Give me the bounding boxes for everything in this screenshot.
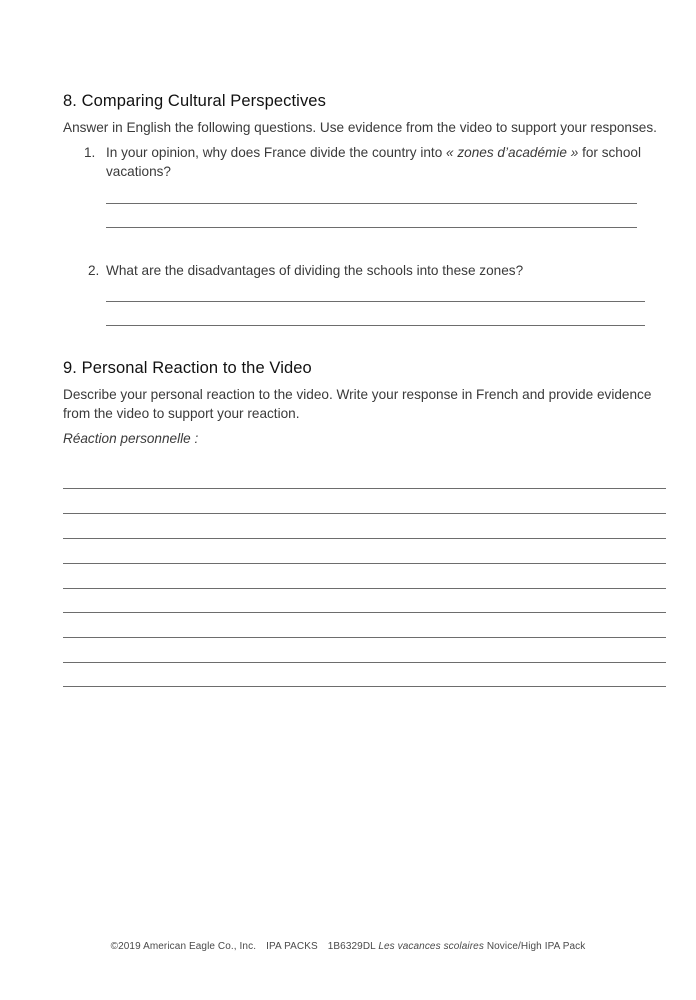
footer-series: IPA PACKS — [266, 941, 318, 952]
section-9-instructions-line2: from the video to support your reaction. — [63, 406, 300, 421]
section-9-heading: 9. Personal Reaction to the Video — [63, 359, 312, 377]
answer-line-q2-1[interactable] — [106, 301, 645, 302]
footer-code: 1B6329DL — [327, 941, 376, 952]
response-label: Réaction personnelle : — [63, 431, 199, 446]
question-1-text-italic: « zones d’académie » — [446, 145, 579, 160]
answer-line-q1-1[interactable] — [106, 203, 637, 204]
page-footer — [0, 941, 696, 952]
footer-copyright: ©2019 American Eagle Co., Inc. — [110, 941, 257, 952]
response-line-8[interactable] — [63, 662, 666, 663]
question-1-text-start: In your opinion, why does France divide the country into — [106, 145, 447, 160]
question-1-number: 1. — [84, 145, 96, 160]
response-line-6[interactable] — [63, 612, 666, 613]
section-9-instructions-line1: Describe your personal reaction to the video. Write your response in French and provide evidence — [63, 387, 652, 402]
response-line-7[interactable] — [63, 637, 666, 638]
question-2-number: 2. — [88, 263, 100, 278]
answer-line-q2-2[interactable] — [106, 325, 645, 326]
footer-pack: Novice/High IPA Pack — [486, 941, 586, 952]
response-line-3[interactable] — [63, 538, 666, 539]
question-1-text-end: for school — [578, 145, 642, 160]
question-2-text: What are the disadvantages of dividing the schools into these zones? — [106, 263, 524, 278]
answer-line-q1-2[interactable] — [106, 227, 637, 228]
response-line-1[interactable] — [63, 488, 666, 489]
section-8-instructions: Answer in English the following questions. Use evidence from the video to support your responses. — [63, 120, 657, 135]
response-line-9[interactable] — [63, 686, 666, 687]
footer-title: Les vacances scolaires — [378, 941, 484, 952]
question-1-text — [106, 143, 641, 162]
response-line-5[interactable] — [63, 588, 666, 589]
response-line-4[interactable] — [63, 563, 666, 564]
question-1-text-line2: vacations? — [106, 164, 171, 179]
section-8-heading: 8. Comparing Cultural Perspectives — [63, 92, 326, 110]
response-line-2[interactable] — [63, 513, 666, 514]
